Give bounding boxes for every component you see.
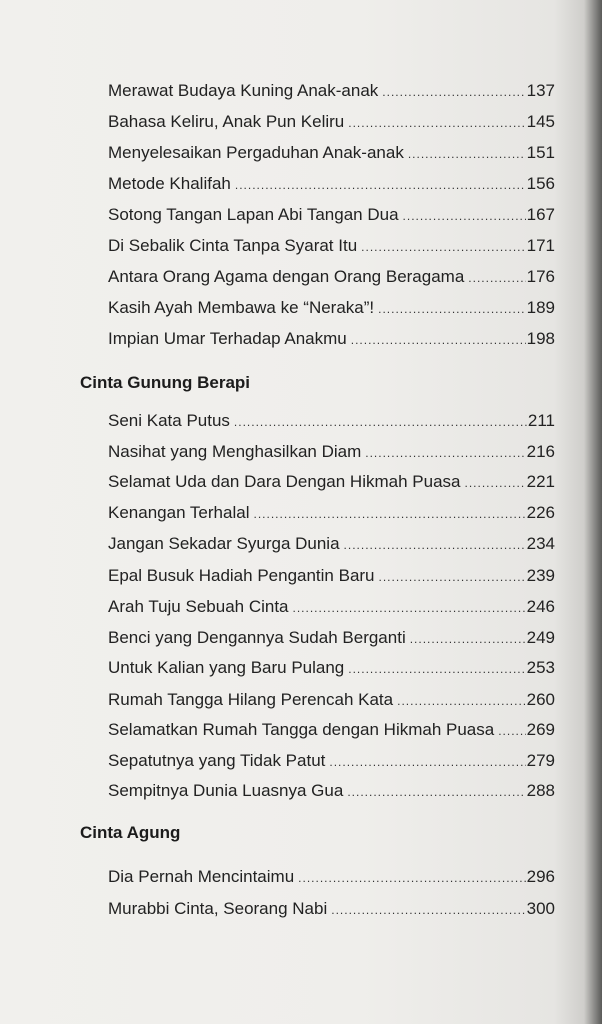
toc-entry: [108, 780, 555, 803]
toc-entry-page-number: 239: [526, 566, 555, 585]
toc-entry: [108, 297, 555, 320]
toc-entry: [108, 328, 555, 351]
toc-entry-title: Nasihat yang Menghasilkan Diam: [108, 442, 362, 461]
toc-entry: [108, 80, 555, 103]
toc-entry-title: Arah Tuju Sebuah Cinta: [108, 597, 289, 616]
toc-entry: [108, 689, 555, 712]
toc-entry-page-number: 145: [526, 112, 555, 131]
toc-entry-page-number: 253: [526, 658, 555, 677]
dot-leader: [351, 329, 526, 351]
toc-entry: [108, 750, 555, 773]
toc-entry-title: Sotong Tangan Lapan Abi Tangan Dua: [108, 205, 399, 224]
toc-entry-title: Untuk Kalian yang Baru Pulang: [108, 658, 345, 677]
dot-leader: [234, 411, 527, 433]
toc-entry: [108, 898, 555, 921]
dot-leader: [397, 690, 526, 712]
toc-entry-page-number: 300: [526, 899, 555, 918]
toc-entry-title: Menyelesaikan Pergaduhan Anak-anak: [108, 143, 404, 162]
toc-entry-page-number: 151: [526, 143, 555, 162]
toc-entry-title: Sempitnya Dunia Luasnya Gua: [108, 781, 344, 800]
toc-entry: [108, 719, 555, 742]
dot-leader: [468, 267, 525, 289]
toc-entry-page-number: 189: [526, 298, 555, 317]
dot-leader: [361, 236, 525, 258]
toc-entry-title: Kenangan Terhalal: [108, 503, 250, 522]
dot-leader: [347, 781, 525, 803]
dot-leader: [235, 174, 526, 196]
toc-entry-title: Murabbi Cinta, Seorang Nabi: [108, 899, 328, 918]
toc-entry-page-number: 269: [526, 720, 555, 739]
dot-leader: [253, 503, 525, 525]
dot-leader: [410, 628, 526, 650]
toc-entry: [108, 204, 555, 227]
toc-entry: [108, 471, 555, 494]
toc-entry-page-number: 288: [526, 781, 555, 800]
toc-entry: [108, 866, 555, 889]
toc-entry-page-number: 211: [527, 411, 555, 430]
toc-entry-page-number: 234: [526, 534, 555, 553]
toc-entry-page-number: 171: [526, 236, 555, 255]
toc-entry-page-number: 167: [526, 205, 555, 224]
toc-entry: [108, 627, 555, 650]
dot-leader: [298, 867, 525, 889]
dot-leader: [348, 112, 525, 134]
dot-leader: [331, 899, 525, 921]
toc-entry-page-number: 137: [526, 81, 555, 100]
toc-entry-title: Antara Orang Agama dengan Orang Beragama: [108, 267, 465, 286]
dot-leader: [348, 658, 525, 680]
toc-entry: [108, 173, 555, 196]
dot-leader: [498, 720, 525, 742]
toc-entry-page-number: 221: [526, 472, 555, 491]
toc-entry-title: Rumah Tangga Hilang Perencah Kata: [108, 690, 394, 709]
toc-entry-title: Bahasa Keliru, Anak Pun Keliru: [108, 112, 345, 131]
dot-leader: [403, 205, 526, 227]
toc-entry-title: Benci yang Dengannya Sudah Berganti: [108, 628, 406, 647]
dot-leader: [344, 534, 526, 556]
toc-entry: [108, 596, 555, 619]
dot-leader: [382, 81, 525, 103]
dot-leader: [464, 472, 525, 494]
toc-entry-title: Epal Busuk Hadiah Pengantin Baru: [108, 566, 375, 585]
toc-entry: [108, 142, 555, 165]
toc-entry-title: Dia Pernah Mencintaimu: [108, 867, 295, 886]
toc-entry-title: Sepatutnya yang Tidak Patut: [108, 751, 326, 770]
toc-entry-title: Kasih Ayah Membawa ke “Neraka”!: [108, 298, 375, 317]
toc-entry-title: Impian Umar Terhadap Anakmu: [108, 329, 347, 348]
dot-leader: [379, 566, 526, 588]
toc-entry: [108, 266, 555, 289]
toc-entry-title: Seni Kata Putus: [108, 411, 230, 430]
toc-entry-title: Merawat Budaya Kuning Anak-anak: [108, 81, 379, 100]
toc-entry-title: Selamatkan Rumah Tangga dengan Hikmah Puasa: [108, 720, 495, 739]
toc-entry: [108, 111, 555, 134]
toc-entry-page-number: 260: [526, 690, 555, 709]
toc-entry-page-number: 249: [526, 628, 555, 647]
toc-entry-page-number: 279: [526, 751, 555, 770]
dot-leader: [378, 298, 525, 320]
dot-leader: [408, 143, 526, 165]
toc-entry: [108, 410, 555, 433]
toc-entry-title: Selamat Uda dan Dara Dengan Hikmah Puasa: [108, 472, 461, 491]
dot-leader: [329, 751, 525, 773]
toc-entry-page-number: 156: [526, 174, 555, 193]
toc-entry: [108, 235, 555, 258]
toc-entry-page-number: 216: [526, 442, 555, 461]
toc-entry: [108, 502, 555, 525]
toc-entry-title: Di Sebalik Cinta Tanpa Syarat Itu: [108, 236, 358, 255]
toc-entry: [108, 533, 555, 556]
toc-entry-page-number: 176: [526, 267, 555, 286]
toc-entry-page-number: 296: [526, 867, 555, 886]
toc-entry-title: Jangan Sekadar Syurga Dunia: [108, 534, 340, 553]
section-heading: Cinta Agung: [80, 823, 181, 842]
section-heading: Cinta Gunung Berapi: [80, 373, 250, 392]
toc-entry-title: Metode Khalifah: [108, 174, 231, 193]
toc-entry: [108, 657, 555, 680]
toc-entry-page-number: 198: [526, 329, 555, 348]
toc-entry: [108, 565, 555, 588]
toc-entry-page-number: 226: [526, 503, 555, 522]
dot-leader: [365, 442, 525, 464]
toc-entry: [108, 441, 555, 464]
dot-leader: [293, 597, 526, 619]
toc-entry-page-number: 246: [526, 597, 555, 616]
